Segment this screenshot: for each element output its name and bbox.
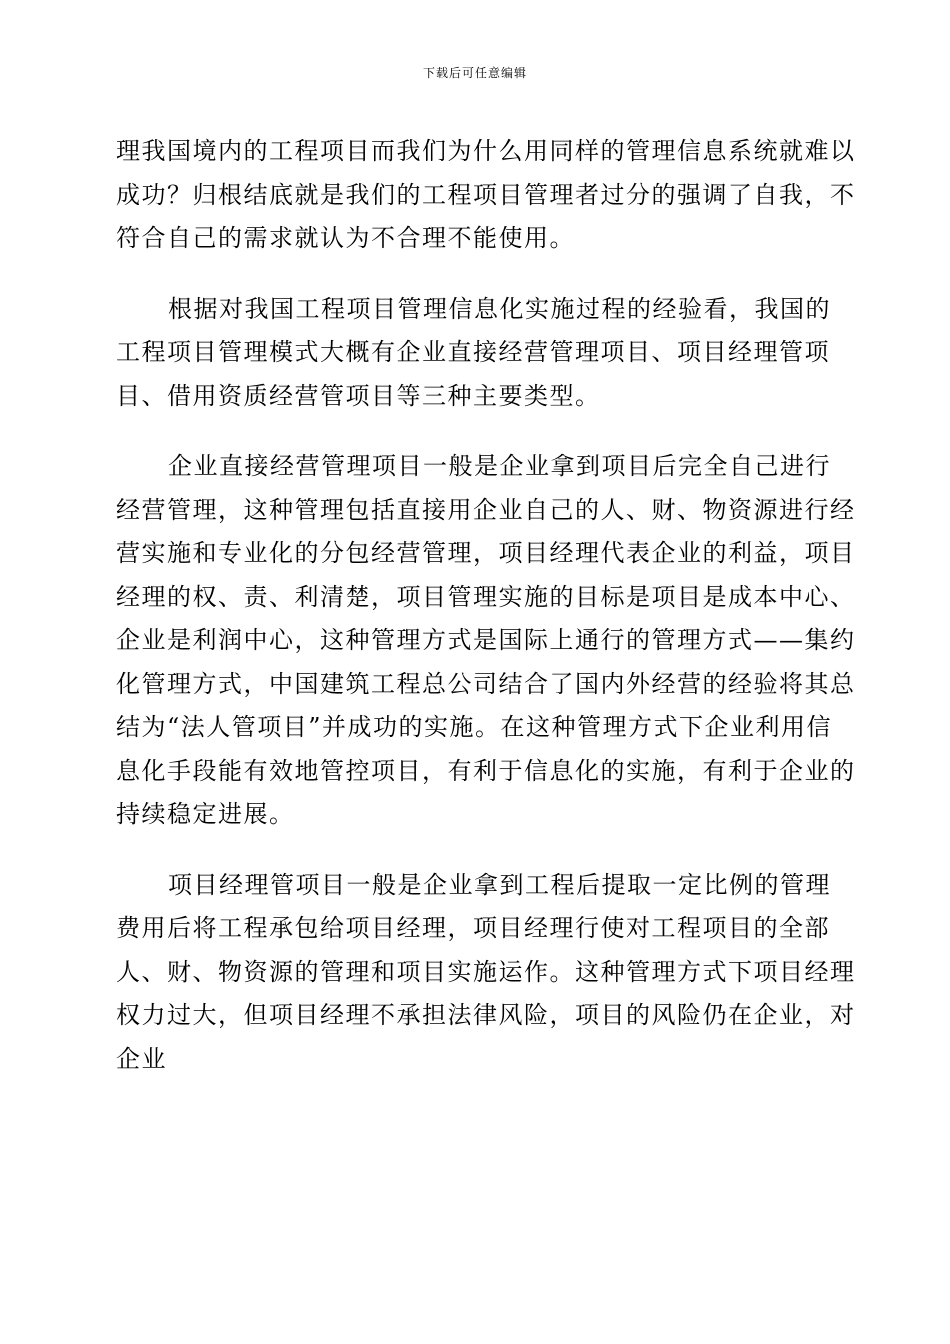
paragraph-1: 理我国境内的工程项目而我们为什么用同样的管理信息系统就难以成功？归根结底就是我们的工程项目管理者过分的强调了自我，不符合自己的需求就认为不合理不能使用。 bbox=[116, 137, 856, 252]
paragraph-2: 根据对我国工程项目管理信息化实施过程的经验看，我国的工程项目管理模式大概有企业直接经营管理项目、项目经理管项目、借用资质经营管项目等三种主要类型。 bbox=[116, 294, 831, 410]
paragraph-3: 企业直接经营管理项目一般是企业拿到项目后完全自己进行经营管理，这种管理包括直接用企业自己的人、财、物资源进行经营实施和专业化的分包经营管理，项目经理代表企业的利益，项目经理的权、责、利清楚，项目管理实施的目标是项目是成本中心、企业是利润中心，这种管理方式是国际上通行的管理方式——集约化管理方式，中国建筑工程总公司结合了国内外经营的经验将其总结为“法人管项目”并成功的实施。在这种管理方式下企业利用信息化手段能有效地管控项目，有利于信息化的实施，有利于企业的持续稳定进展。 bbox=[116, 452, 856, 828]
page-header: 下载后可任意编辑 bbox=[422, 66, 527, 80]
document-body bbox=[116, 130, 856, 1108]
paragraph-4: 项目经理管项目一般是企业拿到工程后提取一定比例的管理费用后将工程承包给项目经理，项目经理行使对工程项目的全部人、财、物资源的管理和项目实施运作。这种管理方式下项目经理权力过大，但项目经理不承担法律风险，项目的风险仍在企业，对企业 bbox=[116, 870, 856, 1073]
